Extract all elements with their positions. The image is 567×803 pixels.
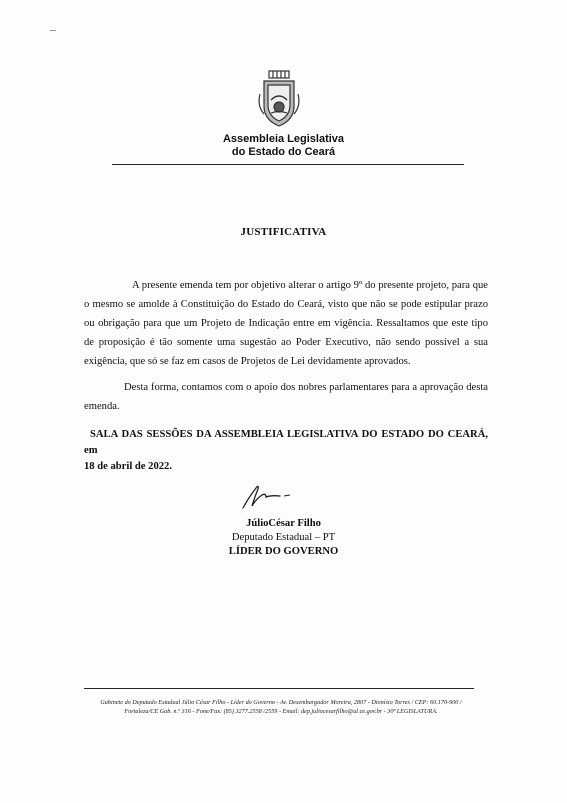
signer-role: Deputado Estadual – PT xyxy=(231,532,336,543)
closing-date: 18 de abril de 2022. xyxy=(84,461,172,472)
body-paragraph-1: A presente emenda tem por objetivo alterar o artigo 9º do presente projeto, para que o mesmo se amolde à Constituição do Estado do Ceará, visto que não se pode estipular prazo ou obrigação para que um Projeto de Indicação entre em vigência. Ressaltamos que este tipo de proposição é tão somente uma sugestão ao Poder Executivo, não sendo possível a sua exigência, que só se faz em casos de Projetos de Lei devidamente aprovados. xyxy=(84,280,488,367)
institution-name-line1: Assembleia Legislativa xyxy=(222,133,345,145)
document-heading: JUSTIFICATIVA xyxy=(240,226,327,238)
header-divider xyxy=(112,164,464,165)
closing-line-1: SALA DAS SESSÕES DA ASSEMBLEIA LEGISLATIVA DO ESTADO DO CEARÁ, em xyxy=(84,429,488,456)
coat-of-arms-icon xyxy=(256,70,302,128)
body-paragraph-2: Desta forma, contamos com o apoio dos nobres parlamentares para a aprovação desta emenda. xyxy=(84,382,488,412)
signer-name: JúlioCésar Filho xyxy=(246,518,321,529)
closing-statement xyxy=(84,427,488,475)
handwritten-signature xyxy=(240,482,296,510)
scan-mark xyxy=(50,30,56,31)
footer-address-line2: Fortaleza/CE Gab. n.º 316 - Fone/Fax: (85) 3277.2558 /2559 - Email: dep.juliocesarfilho@al.ce.gov.br - 30ª LEGISLATURA. xyxy=(124,708,438,715)
footer-divider xyxy=(84,688,474,689)
signer-title: LÍDER DO GOVERNO xyxy=(228,546,339,557)
footer-address-line1: Gabinete do Deputado Estadual Júlio César Filho - Líder do Governo - Av. Desembargador Moreira, 2807 - Dionísio Torres / CEP: 60.170-900 / xyxy=(100,699,462,706)
institution-name-line2: do Estado do Ceará xyxy=(231,146,336,158)
